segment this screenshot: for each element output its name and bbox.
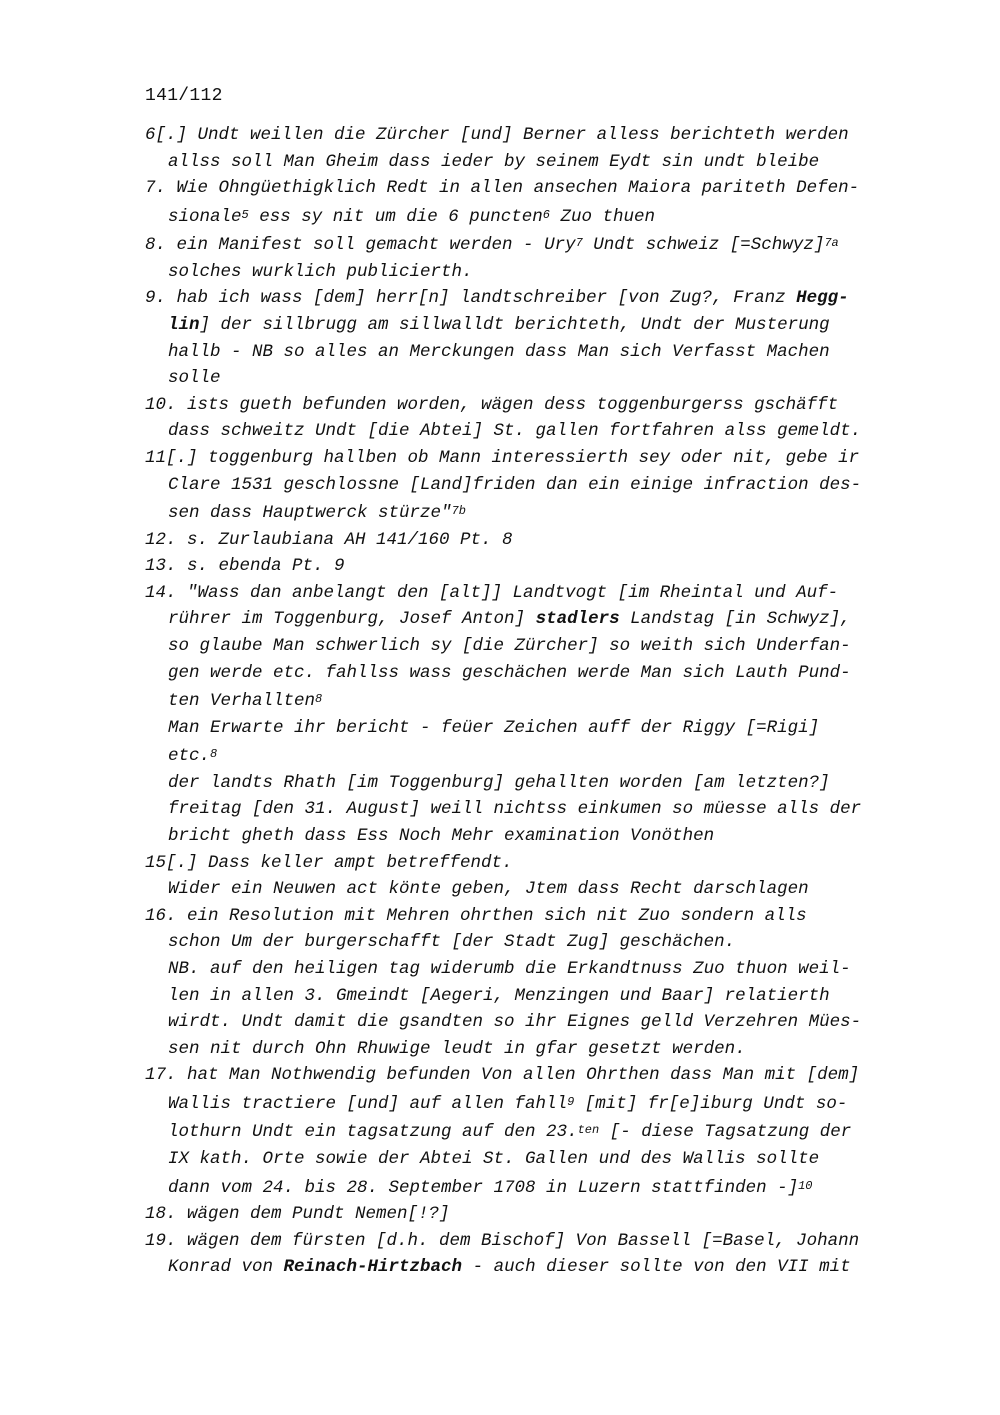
text-segment: len in allen 3. Gmeindt [Aegeri, Menzingen und Baar] relatierth [168, 985, 830, 1006]
text-line [145, 472, 925, 499]
footnote-ref: 5 [241, 207, 249, 222]
bold-name: Reinach-Hirtzbach [283, 1257, 463, 1278]
text-segment: Clare 1531 geschlossne [Land]friden dan ein einige infraction des- [168, 474, 862, 495]
text-segment: solches wurklich publicierth. [168, 261, 473, 282]
text-line [145, 1009, 925, 1036]
text-segment: 6[.] Undt weillen die Zürcher [und] Berner alless berichteth werden [145, 125, 849, 145]
text-line [145, 498, 925, 527]
text-segment: Wallis tractiere [und] auf allen fahll [168, 1093, 568, 1114]
footnote-ref: 7b [451, 504, 466, 519]
text-line [145, 445, 925, 472]
text-line [145, 365, 925, 392]
text-segment: rührer im Toggenburg, Josef Anton] [168, 609, 536, 630]
text-line [145, 606, 925, 633]
text-line [145, 418, 925, 445]
text-segment: Konrad von [168, 1257, 284, 1278]
text-line [145, 175, 925, 202]
text-line [145, 770, 925, 797]
text-line [145, 580, 925, 607]
text-segment: Zuo thuen [549, 206, 656, 227]
text-segment: der landts Rhath [im Toggenburg] gehallten worden [am letzten?] [168, 772, 830, 793]
text-segment: hallb - NB so alles an Merckungen dass Man sich Verfasst Machen [168, 341, 830, 362]
text-segment: 14. "Wass dan anbelangt den [alt]] Landtvogt [im Rheintal und Auf- [145, 582, 839, 603]
text-line [145, 929, 925, 956]
text-line [145, 1254, 925, 1281]
text-line [145, 149, 925, 176]
text-line [145, 230, 925, 259]
text-segment: 13. s. ebenda Pt. 9 [145, 556, 345, 577]
text-segment: gen werde etc. fahllss wass geschächen werde Man sich Lauth Pund- [168, 662, 851, 683]
text-line [145, 339, 925, 366]
text-line [145, 1201, 925, 1228]
footnote-ref: 6 [542, 207, 550, 222]
bold-name: Hegg- [796, 288, 849, 309]
text-segment: allss soll Man Gheim dass ieder by seinem Eydt sin undt bleibe [168, 151, 820, 172]
text-line [145, 741, 925, 770]
text-segment: so glaube Man schwerlich sy [die Zürcher] so weith sich Underfan- [168, 636, 851, 656]
text-segment: 7. Wie Ohngüethigklich Redt in allen ansechen Maiora pariteth Defen- [145, 178, 860, 199]
text-line [145, 850, 925, 877]
text-segment: 12. s. Zurlaubiana AH 141/160 Pt. 8 [145, 529, 513, 550]
text-line [145, 823, 925, 850]
text-segment: 16. ein Resolution mit Mehren ohrthen sich nit Zuo sondern alls [145, 905, 807, 926]
text-line [145, 202, 925, 231]
text-line [145, 259, 925, 286]
text-line [145, 312, 925, 339]
document-body [145, 122, 925, 1281]
footnote-ref: 9 [567, 1094, 575, 1109]
text-segment: ] der sillbrugg am sillwalldt berichteth, Undt der Musterung [199, 314, 830, 335]
text-segment: dass schweitz Undt [die Abtei] St. gallen fortfahren alss gemeldt. [168, 421, 862, 442]
text-line [145, 527, 925, 554]
text-segment: 8. ein Manifest soll gemacht werden - Ury [145, 235, 576, 256]
text-segment: 11[.] toggenburg hallben ob Mann interessierth sey oder nit, gebe ir [145, 447, 860, 468]
text-segment: sen nit durch Ohn Rhuwige leudt in gfar gesetzt werden. [168, 1038, 746, 1059]
text-line [145, 1146, 925, 1173]
text-segment: Wider ein Neuwen act könte geben, Jtem dass Recht darschlagen [168, 879, 809, 900]
text-line [145, 983, 925, 1010]
text-segment: Landstag [in Schwyz], [619, 609, 851, 630]
bold-name: lin [168, 314, 200, 335]
text-segment: sen dass Hauptwerck stürze" [168, 503, 452, 524]
text-segment: 17. hat Man Nothwendig befunden Von allen Ohrthen dass Man mit [dem] [145, 1065, 860, 1086]
footnote-ref: ten [577, 1123, 600, 1138]
text-segment: 18. wägen dem Pundt Nemen[!?] [145, 1204, 450, 1224]
footnote-ref: 10 [798, 1178, 813, 1193]
text-line [145, 1036, 925, 1063]
text-segment: IX kath. Orte sowie der Abtei St. Gallen und des Wallis sollte [168, 1148, 820, 1169]
text-segment: etc. [168, 746, 211, 767]
text-segment: 15[.] Dass keller ampt betreffendt. [145, 852, 513, 873]
footnote-ref: 8 [210, 747, 218, 762]
text-segment: freitag [den 31. August] weill nichtss einkumen so müesse alls der [168, 799, 862, 820]
text-segment: Man Erwarte ihr bericht - feüer Zeichen auff der Riggy [=Rigi] [168, 717, 820, 738]
footnote-ref: 7a [824, 236, 839, 251]
text-segment: ten Verhallten [168, 691, 316, 712]
footnote-ref: 8 [315, 692, 323, 707]
text-line [145, 285, 925, 312]
text-line [145, 876, 925, 903]
text-line [145, 122, 925, 149]
page-number: 141/112 [145, 86, 223, 106]
text-line [145, 633, 925, 660]
text-line [145, 903, 925, 930]
text-segment: NB. auf den heiligen tag widerumb die Erkandtnuss Zuo thuon weil- [168, 958, 851, 979]
text-segment: lothurn Undt ein tagsatzung auf den 23. [168, 1122, 578, 1143]
footnote-ref: 7 [575, 236, 583, 251]
text-segment: wirdt. Undt damit die gsandten so ihr Eignes gelld Verzehren Mües- [168, 1012, 862, 1033]
text-segment: Undt schweiz [=Schwyz] [582, 235, 825, 256]
text-line [145, 1173, 925, 1202]
text-segment: dann vom 24. bis 28. September 1708 in Luzern stattfinden -] [168, 1177, 799, 1198]
text-segment: - auch dieser sollte von den VII mit [462, 1257, 851, 1278]
text-line [145, 660, 925, 687]
text-line [145, 686, 925, 715]
text-segment: solle [168, 368, 221, 389]
text-line [145, 715, 925, 742]
text-segment: 9. hab ich wass [dem] herr[n] landtschreiber [von Zug?, Franz [145, 288, 797, 309]
text-line [145, 553, 925, 580]
text-line [145, 1089, 925, 1118]
text-line [145, 796, 925, 823]
text-line [145, 1062, 925, 1089]
text-segment: 19. wägen dem fürsten [d.h. dem Bischof] Von Bassell [=Basel, Johann [145, 1230, 860, 1251]
text-line [145, 1117, 925, 1146]
text-segment: [mit] fr[e]iburg Undt so- [574, 1093, 848, 1114]
text-line [145, 956, 925, 983]
text-segment: sionale [168, 206, 242, 227]
text-segment: bricht gheth dass Ess Noch Mehr examination Vonöthen [168, 825, 715, 846]
text-segment: ess sy nit um die 6 puncten [248, 206, 543, 227]
bold-name: stadlers [535, 609, 620, 630]
text-segment: schon Um der burgerschafft [der Stadt Zug] geschächen. [168, 932, 736, 953]
text-segment: [- diese Tagsatzung der [599, 1122, 852, 1143]
text-line [145, 1228, 925, 1255]
text-segment: 10. ists gueth befunden worden, wägen dess toggenburgerss gschäfft [145, 394, 839, 415]
text-line [145, 392, 925, 419]
